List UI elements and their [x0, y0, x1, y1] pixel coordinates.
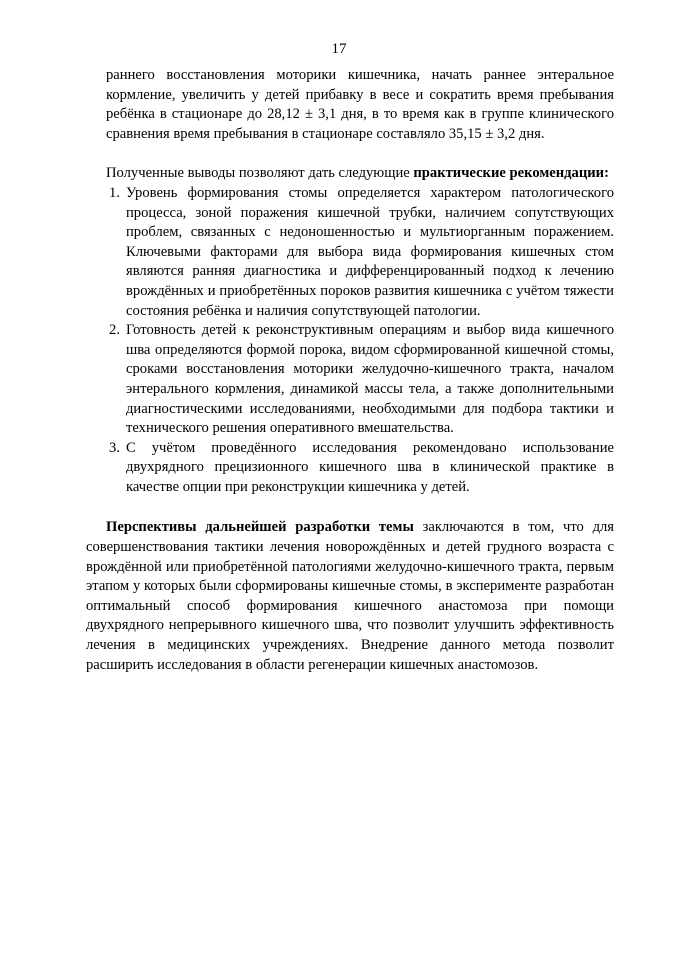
recommendations-list: [86, 184, 614, 498]
list-item-number: 3.: [109, 439, 120, 456]
recommendations-intro: [86, 164, 614, 184]
list-item-text: Уровень формирования стомы определяется характером патологического процесса, зоной поражения кишечной трубки, наличием сопутствующих проблем, связанных с недоношенностью и мультиорганным поражением. Ключевыми факторами для выбора вида формирования кишечных стом являются ранняя диагностика и дифференцированный подход к лечению врождённых и приобретённых пороков развития кишечника с учётом тяжести состояния ребёнка и наличия сопутствующей патологии.: [126, 184, 614, 319]
list-item: [86, 321, 614, 439]
list-item: [86, 439, 614, 498]
perspectives-heading: Перспективы дальнейшей разработки темы: [106, 519, 414, 536]
list-item-number: 2.: [109, 322, 120, 339]
list-item: [86, 184, 614, 321]
page-content: [86, 66, 614, 675]
recommendations-heading: практические рекомендации:: [413, 165, 609, 182]
list-item-text: Готовность детей к реконструктивным операциям и выбор вида кишечного шва определяются формой порока, видом сформированной кишечной стомы, сроками восстановления моторики желудочно-кишечного тракта, началом энтерального кормления, динамикой массы тела, а также дополнительными диагностическими исследованиями, необходимыми для подбора тактики и технического решения оперативного вмешательства.: [126, 322, 614, 437]
list-item-number: 1.: [109, 184, 120, 201]
recommendations-intro-text: Полученные выводы позволяют дать следующие: [106, 165, 414, 182]
page-number: 17: [331, 41, 347, 57]
perspectives-paragraph: [86, 518, 614, 675]
list-item-text: С учётом проведённого исследования рекомендовано использование двухрядного прецизионного кишечного шва в клинической практике в качестве опции при реконструкции кишечника у детей.: [126, 439, 614, 495]
perspectives-text: заключаются в том, что для совершенствования тактики лечения новорождённых и детей грудного возраста с врождённой или приобретённой патологиями желудочно-кишечного тракта, первым этапом у которых были сформированы кишечные стомы, в эксперименте разработан оптимальный способ формирования кишечного анастомоза при помощи двухрядного непрерывного кишечного шва, что позволит улучшить эффективность лечения в медицинских учреждениях. Внедрение данного метода позволит расширить исследования в области регенерации кишечных анастомозов.: [86, 519, 614, 673]
continuation-paragraph: раннего восстановления моторики кишечника, начать раннее энтеральное кормление, увеличить у детей прибавку в весе и сократить время пребывания ребёнка в стационаре до 28,12 ± 3,1 дня, в то время как в группе клинического сравнения время пребывания в стационаре составляло 35,15 ± 3,2 дня.: [106, 67, 614, 142]
